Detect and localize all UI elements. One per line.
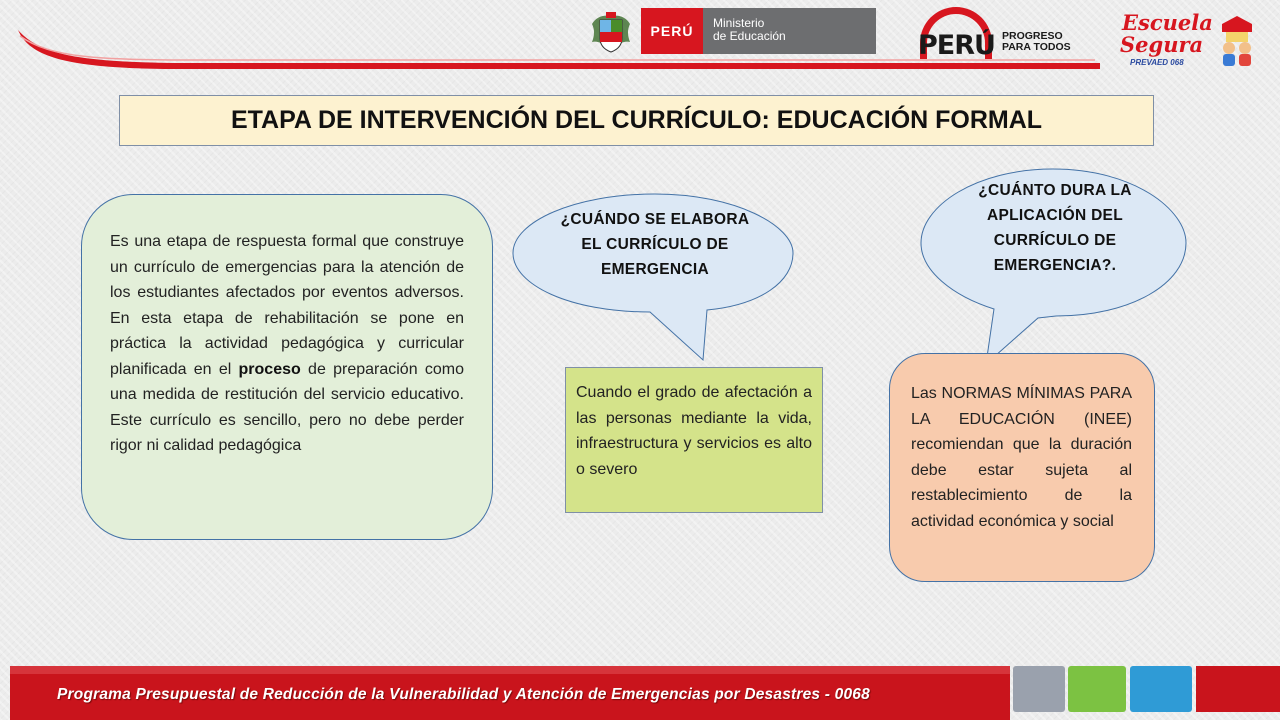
when-answer-box: Cuando el grado de afectación a las personas mediante la vida, infraestructura y servicios es alto o severo (565, 367, 823, 513)
intro-description-box (81, 194, 493, 540)
duration-question-text: ¿CUÁNTO DURA LA APLICACIÓN DEL CURRÍCULO DE EMERGENCIA?. (978, 182, 1132, 274)
coat-of-arms-icon (588, 10, 634, 56)
footer-green-tile (1068, 666, 1126, 712)
minedu-country-label: PERÚ (641, 8, 703, 54)
progreso-word: PERÚ (918, 30, 995, 61)
intro-text-part2: de preparación como una medida de restitución del servicio educativo. Este currículo es sencillo, pero no debe perder rigor ni calidad pedagógica (110, 360, 464, 454)
duration-answer-box: Las NORMAS MÍNIMAS PARA LA EDUCACIÓN (INEE) recomiendan que la duración debe estar sujeta al restablecimiento de la actividad económica y social (889, 353, 1155, 582)
when-question-text: ¿CUÁNDO SE ELABORA EL CURRÍCULO DE EMERGENCIA (560, 211, 750, 278)
escuela-program: PREVAED 068 (1130, 58, 1184, 67)
progreso-logo (914, 6, 1094, 61)
footer-program-text: Programa Presupuestal de Reducción de la Vulnerabilidad y Atención de Emergencias por Desastres - 0068 (57, 686, 870, 703)
progreso-tagline-line2: PARA TODOS (1002, 41, 1071, 53)
escuela-line2: Segura (1120, 32, 1204, 57)
page-title: ETAPA DE INTERVENCIÓN DEL CURRÍCULO: EDUCACIÓN FORMAL (119, 95, 1154, 146)
progreso-tagline-line1: PROGRESO (1002, 30, 1063, 42)
footer-gray-tile (1013, 666, 1065, 712)
footer-blue-tile (1130, 666, 1192, 712)
intro-text-part1: Es una etapa de respuesta formal que construye un currículo de emergencias para la atención de los estudiantes afectados por eventos adversos. En esta etapa de rehabilitación se pone en práctica la actividad pedagógica y curricular planificada en el (110, 233, 464, 378)
minedu-name-line1: Ministerio (713, 16, 765, 30)
minedu-logo (641, 8, 876, 54)
children-illustration-icon (1214, 14, 1260, 68)
minedu-name-line2: de Educación (713, 29, 786, 43)
escuela-line1: Escuela (1122, 10, 1213, 35)
intro-text-bold: proceso (238, 360, 301, 378)
escuela-segura-logo (1114, 6, 1264, 72)
